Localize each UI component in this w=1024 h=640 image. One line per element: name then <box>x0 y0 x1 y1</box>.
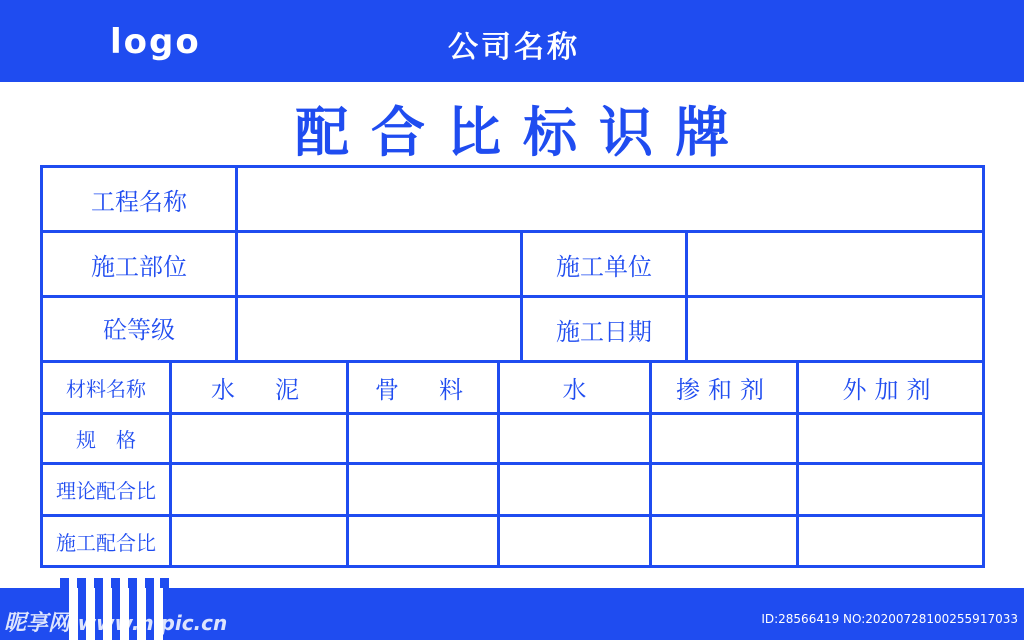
mix-header-aggregate: 骨 料 <box>346 360 500 415</box>
mix-row-label-theoretical: 理论配合比 <box>40 462 172 517</box>
mix-cell <box>796 412 985 465</box>
mix-header-water: 水 <box>497 360 652 415</box>
concrete-grade-label: 砼等级 <box>40 295 238 363</box>
mix-cell <box>497 412 652 465</box>
mix-row-label-construction: 施工配合比 <box>40 514 172 568</box>
mix-cell <box>497 462 652 517</box>
mix-cell <box>649 412 799 465</box>
construction-part-value <box>235 230 523 298</box>
mix-cell <box>346 462 500 517</box>
mix-cell <box>497 514 652 568</box>
mix-cell <box>649 462 799 517</box>
mix-cell <box>169 514 349 568</box>
watermark-brand-text: 昵享网 <box>4 611 71 636</box>
header-bar <box>0 0 1024 82</box>
logo-text: logo <box>110 22 201 62</box>
project-name-value <box>235 165 985 233</box>
watermark-id: ID:28566419 NO:20200728100255917033 <box>761 612 1018 626</box>
construction-unit-label: 施工单位 <box>520 230 688 298</box>
mix-header-material: 材料名称 <box>40 360 172 415</box>
mix-header-cement: 水 泥 <box>169 360 349 415</box>
mix-cell <box>796 462 985 517</box>
mix-cell <box>649 514 799 568</box>
construction-part-label: 施工部位 <box>40 230 238 298</box>
mix-cell <box>346 514 500 568</box>
mix-cell <box>346 412 500 465</box>
watermark-url: www.nipic.cn <box>77 611 228 635</box>
construction-unit-value <box>685 230 985 298</box>
mix-cell <box>169 412 349 465</box>
mix-header-additive: 外加剂 <box>796 360 985 415</box>
concrete-grade-value <box>235 295 523 363</box>
project-name-label: 工程名称 <box>40 165 238 233</box>
company-name: 公司名称 <box>448 30 580 65</box>
construction-date-value <box>685 295 985 363</box>
mix-cell <box>169 462 349 517</box>
watermark-brand <box>4 606 227 637</box>
page-title: 配合比标识牌 <box>295 101 751 164</box>
mix-cell <box>796 514 985 568</box>
mix-header-admixture: 掺和剂 <box>649 360 799 415</box>
construction-date-label: 施工日期 <box>520 295 688 363</box>
mix-row-label-spec: 规 格 <box>40 412 172 465</box>
